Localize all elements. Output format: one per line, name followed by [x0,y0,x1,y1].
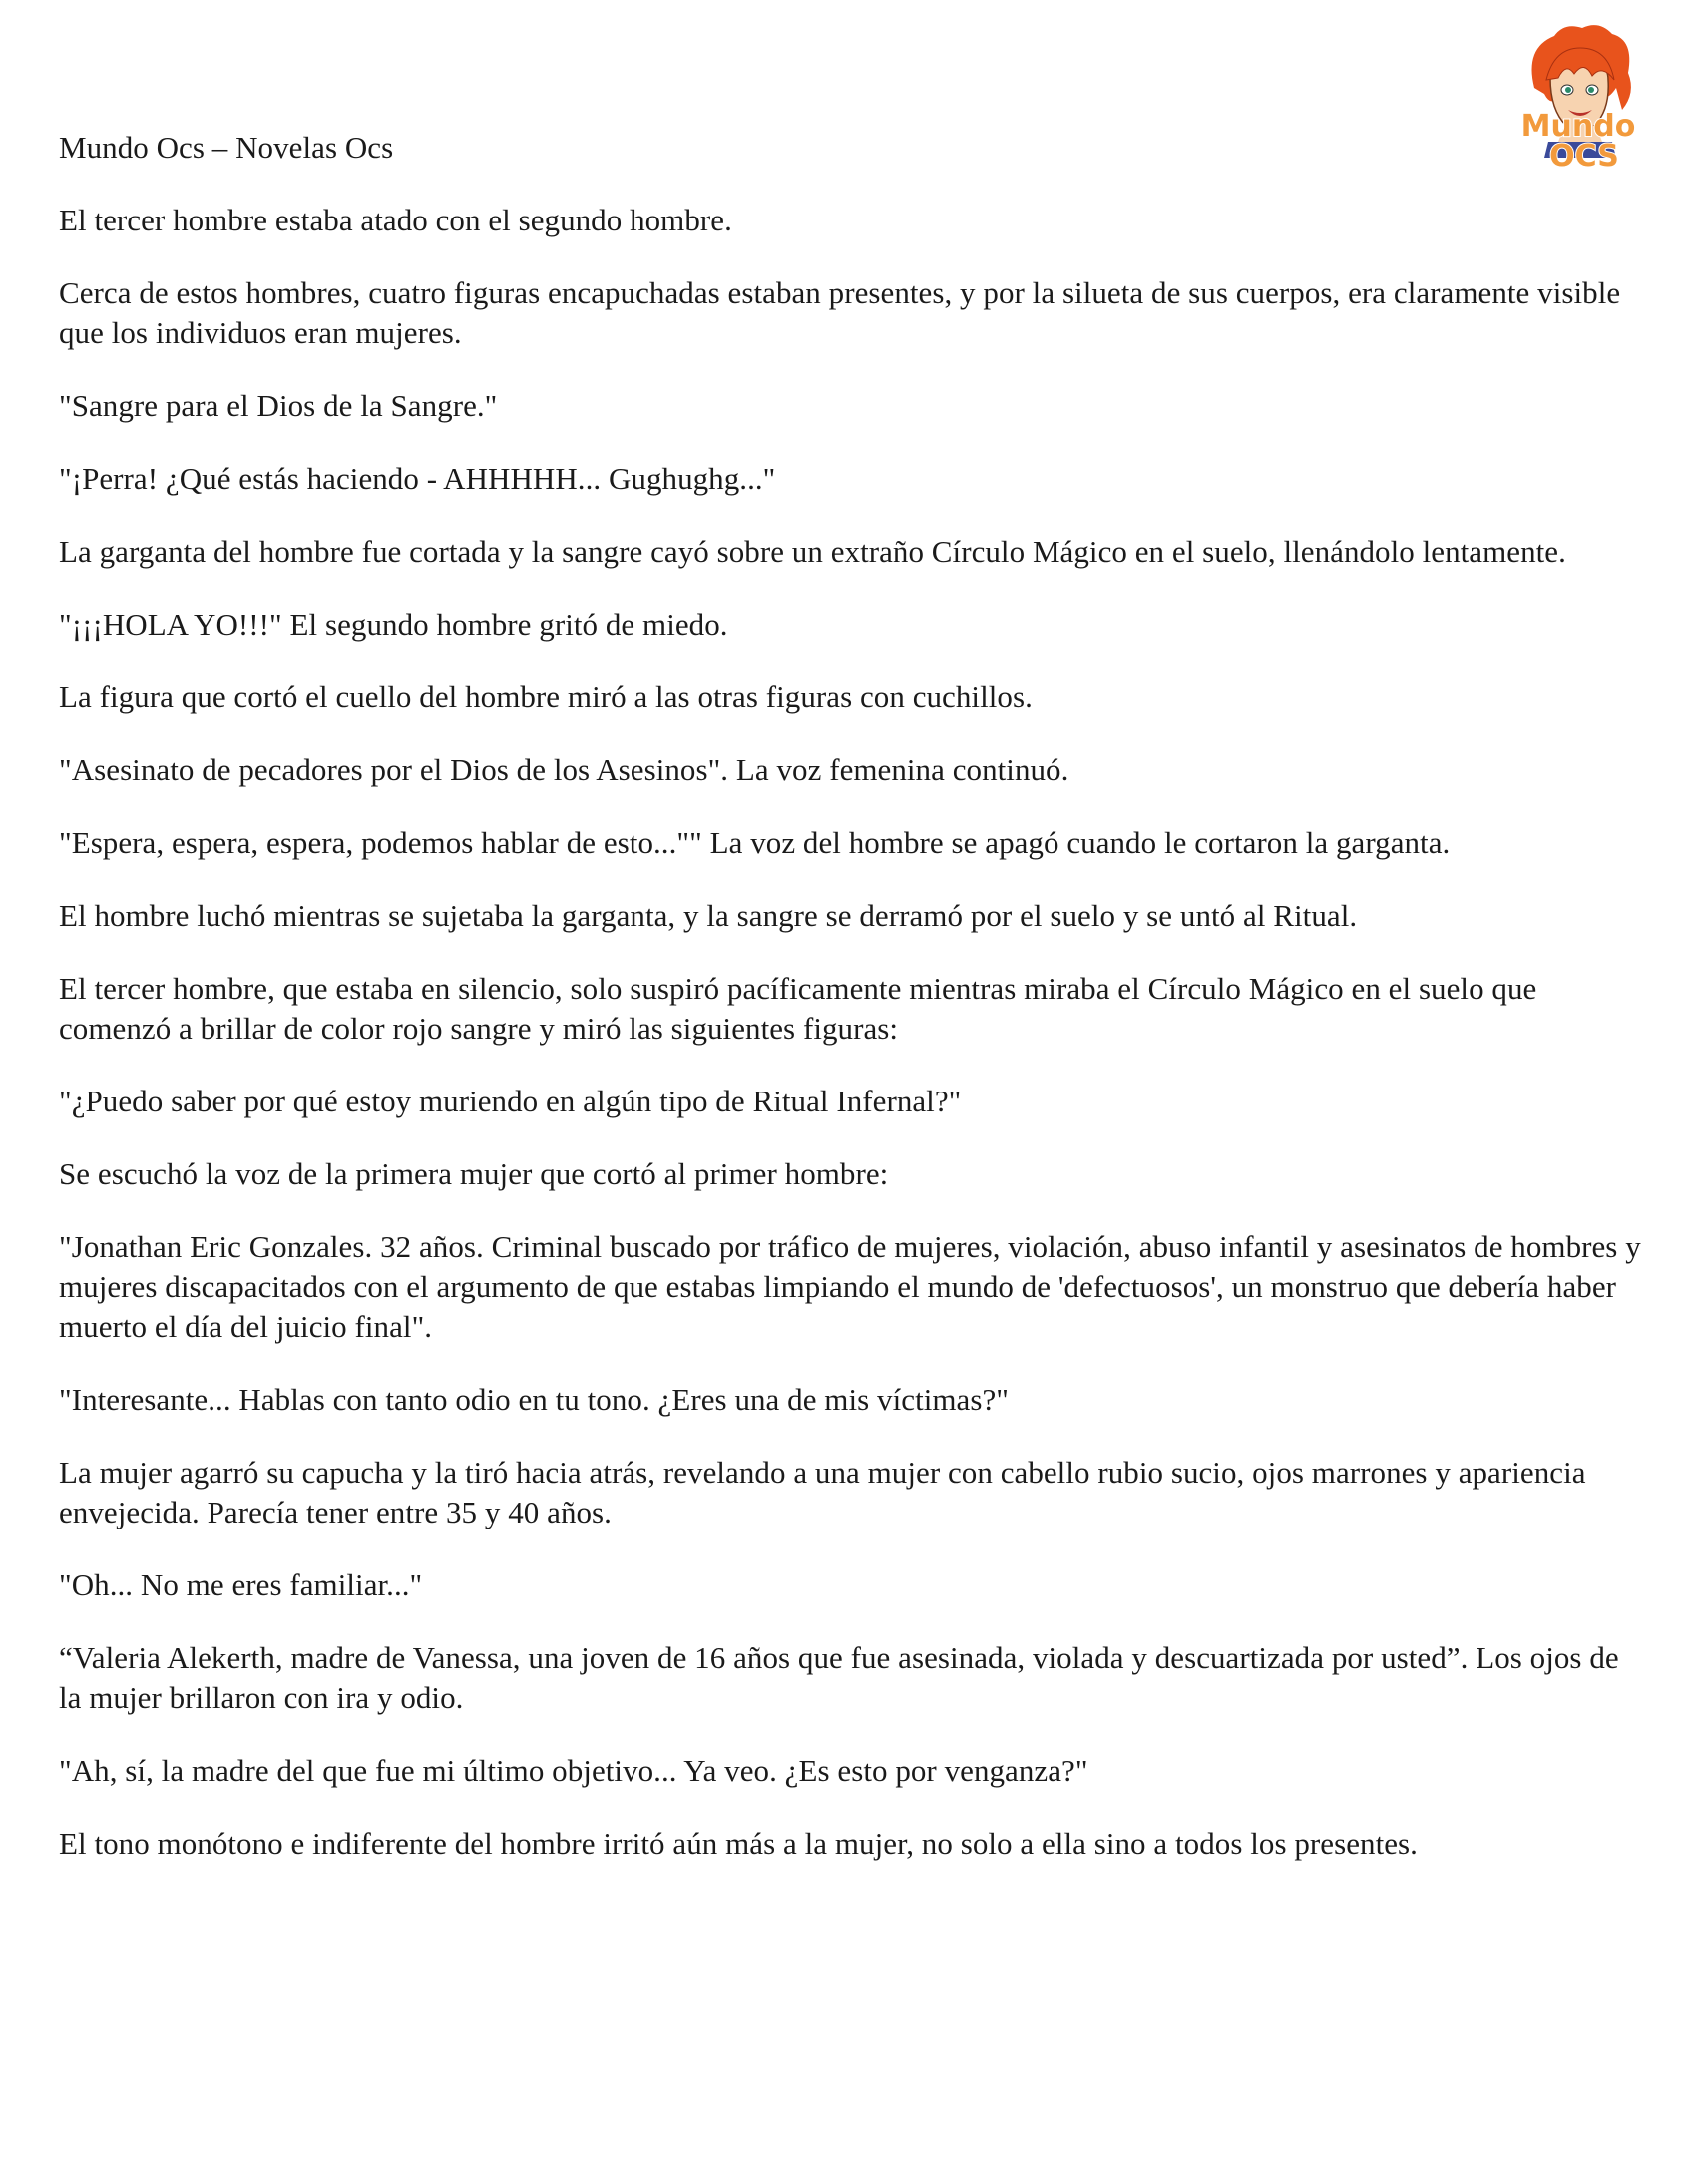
paragraph: "¡Perra! ¿Qué estás haciendo - AHHHHH... Gughughg..." [59,461,776,496]
paragraph: "Interesante... Hablas con tanto odio en tu tono. ¿Eres una de mis víctimas?" [59,1382,1009,1417]
paragraph: “Valeria Alekerth, madre de Vanessa, una joven de 16 años que fue asesinada, violada y descuartizada por usted”. Los ojos de la mujer brillaron con ira y odio. [59,1640,1619,1715]
paragraph: "Oh... No me eres familiar..." [59,1567,423,1602]
paragraph: Se escuchó la voz de la primera mujer que cortó al primer hombre: [59,1156,889,1191]
paragraph: "Ah, sí, la madre del que fue mi último objetivo... Ya veo. ¿Es esto por venganza?" [59,1753,1088,1788]
paragraph: "Sangre para el Dios de la Sangre." [59,388,498,423]
paragraph: "Espera, espera, espera, podemos hablar de esto..."" La voz del hombre se apagó cuando le cortaron la garganta. [59,825,1451,860]
site-title: Mundo Ocs – Novelas Ocs [59,130,394,165]
paragraph: La figura que cortó el cuello del hombre miró a las otras figuras con cuchillos. [59,679,1033,714]
paragraph: El hombre luchó mientras se sujetaba la garganta, y la sangre se derramó por el suelo y se untó al Ritual. [59,898,1358,933]
logo-text-ocs: OCS [1549,139,1619,174]
paragraph: La garganta del hombre fue cortada y la sangre cayó sobre un extraño Círculo Mágico en el suelo, llenándolo lentamente. [59,534,1566,569]
paragraph: "Jonathan Eric Gonzales. 32 años. Criminal buscado por tráfico de mujeres, violación, abuso infantil y asesinatos de hombres y mujeres discapacitados con el argumento de que estabas limpiando el mundo de 'defectuosos', un monstruo que debería haber muerto el día del juicio final". [59,1229,1641,1344]
paragraph: Cerca de estos hombres, cuatro figuras encapuchadas estaban presentes, y por la silueta de sus cuerpos, era claramente visible que los individuos eran mujeres. [59,275,1621,350]
paragraph: La mujer agarró su capucha y la tiró hacia atrás, revelando a una mujer con cabello rubio sucio, ojos marrones y apariencia envejecida. Parecía tener entre 35 y 40 años. [59,1455,1586,1529]
paragraph: "¡¡¡HOLA YO!!!" El segundo hombre gritó de miedo. [59,607,728,642]
paragraph: "Asesinato de pecadores por el Dios de los Asesinos". La voz femenina continuó. [59,752,1069,787]
paragraph: "¿Puedo saber por qué estoy muriendo en algún tipo de Ritual Infernal?" [59,1084,962,1118]
paragraph: El tono monótono e indiferente del hombre irritó aún más a la mujer, no solo a ella sino a todos los presentes. [59,1826,1418,1861]
document-body [59,128,1645,1897]
paragraph: El tercer hombre, que estaba en silencio, solo suspiró pacíficamente mientras miraba el Círculo Mágico en el suelo que comenzó a brillar de color rojo sangre y miró las siguientes figuras: [59,971,1537,1046]
logo-text-mundo: Mundo [1520,109,1636,144]
paragraph: El tercer hombre estaba atado con el segundo hombre. [59,203,732,237]
